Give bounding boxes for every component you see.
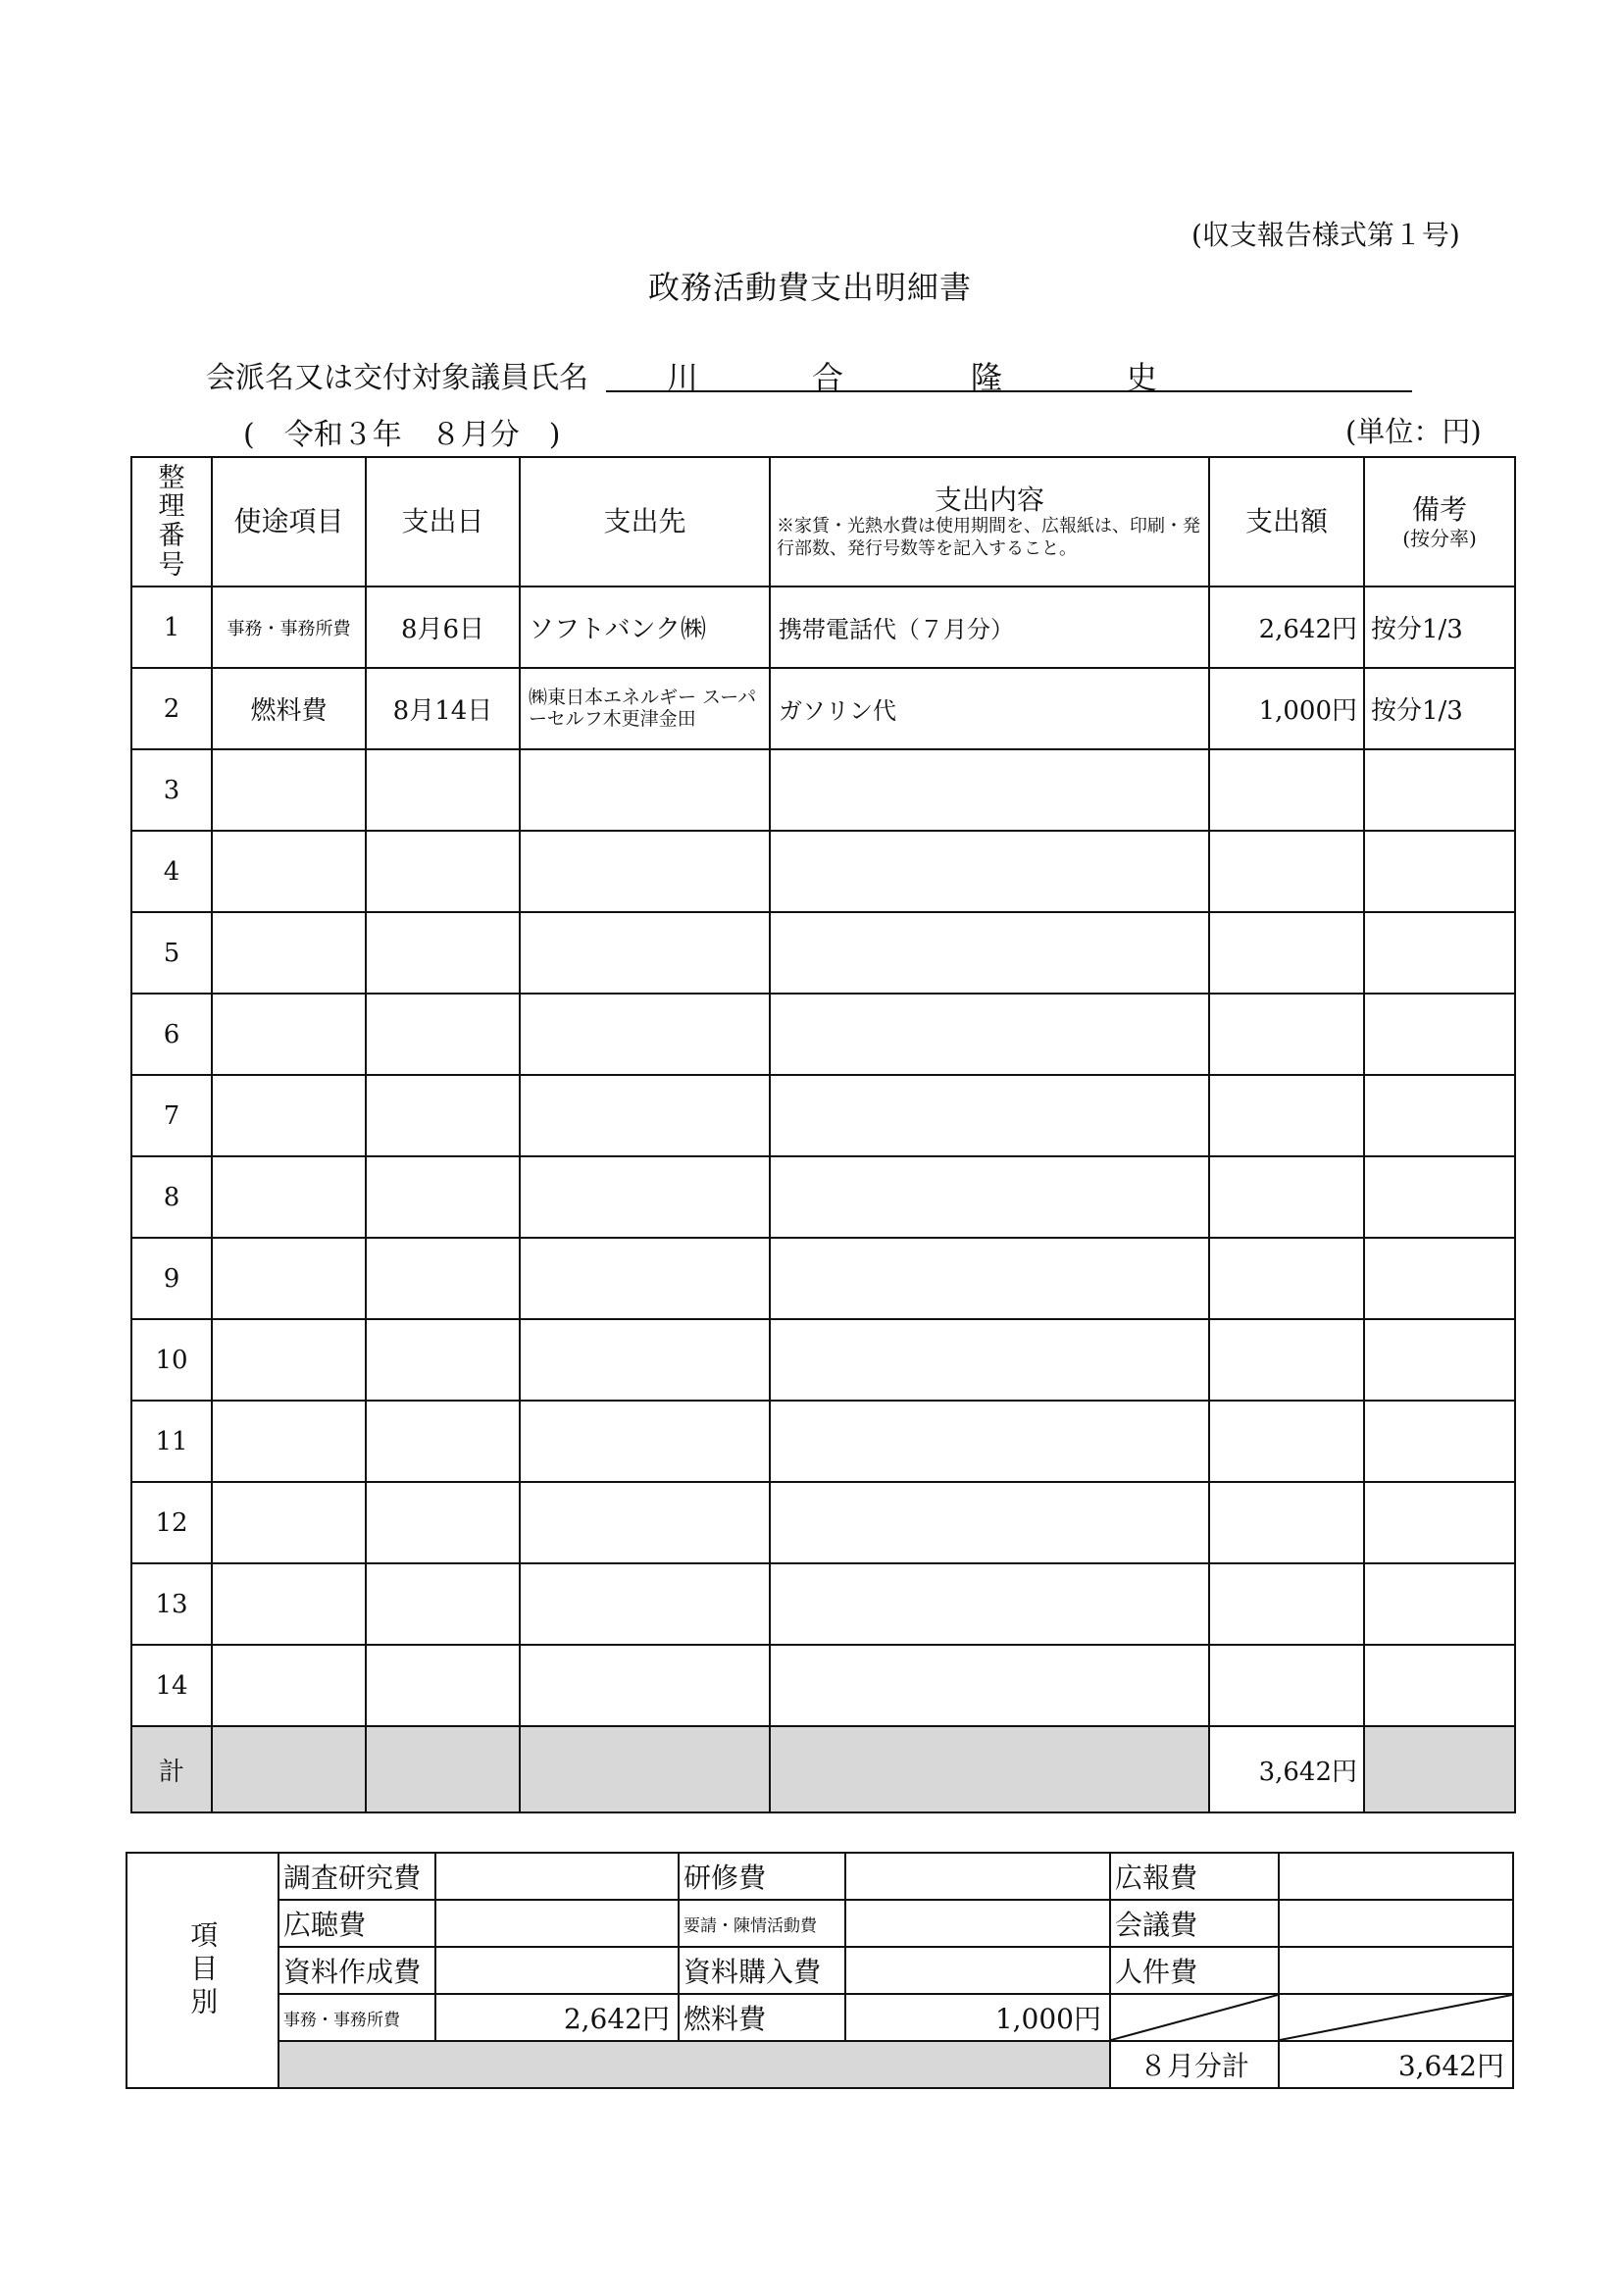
row-category: 事務・事務所費: [212, 587, 366, 668]
name-label: 会派名又は交付対象議員氏名: [206, 361, 588, 395]
header-remarks-sub: (按分率): [1402, 526, 1477, 550]
row-date: [366, 1238, 520, 1319]
diagonal-line: [1111, 1995, 1278, 2040]
petition-label: 要請・陳情活動費: [679, 1900, 845, 1947]
total-amount: 3,642円: [1209, 1726, 1364, 1812]
row-payee: [520, 1401, 770, 1482]
category-summary-table: [126, 1852, 1514, 2089]
row-payee: [520, 749, 770, 831]
office-label: 事務・事務所費: [278, 1994, 435, 2041]
row-amount: [1209, 1156, 1364, 1238]
row-remarks: [1364, 1156, 1515, 1238]
row-description: 携帯電話代（７月分）: [770, 587, 1209, 668]
void-cell: [1279, 1994, 1513, 2041]
table-header-row: [131, 457, 1515, 587]
fuel-label: 燃料費: [679, 1994, 845, 2041]
meeting-amount: [1279, 1900, 1513, 1947]
row-remarks: [1364, 1319, 1515, 1401]
table-row: [131, 587, 1515, 668]
table-row: [131, 831, 1515, 912]
name-char: 史: [1126, 359, 1158, 396]
row-remarks: [1364, 1645, 1515, 1726]
row-amount: [1209, 1401, 1364, 1482]
expense-table: [130, 456, 1516, 1813]
hearing-amount: [435, 1900, 679, 1947]
total-shaded-cell: [520, 1726, 770, 1812]
row-no: 9: [131, 1238, 212, 1319]
row-category: [212, 1075, 366, 1156]
row-payee: [520, 1075, 770, 1156]
row-date: 8月6日: [366, 587, 520, 668]
row-payee: [520, 1563, 770, 1645]
table-row: [131, 1482, 1515, 1563]
row-category: 燃料費: [212, 668, 366, 749]
diagonal-line: [1280, 1995, 1512, 2040]
unit-label: (単位：円): [1345, 415, 1482, 448]
row-amount: [1209, 749, 1364, 831]
personnel-amount: [1279, 1947, 1513, 1994]
row-date: [366, 831, 520, 912]
row-category: [212, 1156, 366, 1238]
total-shaded-cell: [1364, 1726, 1515, 1812]
meeting-label: 会議費: [1110, 1900, 1279, 1947]
month-total-amount: 3,642円: [1279, 2041, 1513, 2088]
row-date: [366, 1482, 520, 1563]
header-description-title: 支出内容: [934, 483, 1044, 516]
row-remarks: [1364, 1482, 1515, 1563]
row-category: [212, 1482, 366, 1563]
row-date: [366, 1075, 520, 1156]
header-remarks: [1364, 457, 1515, 587]
row-amount: [1209, 912, 1364, 994]
name-char: 川: [667, 359, 699, 396]
row-payee: [520, 1319, 770, 1401]
summary-row: [127, 1947, 1513, 1994]
row-no: 12: [131, 1482, 212, 1563]
row-date: [366, 1645, 520, 1726]
row-payee: ソフトバンク㈱: [520, 587, 770, 668]
fuel-amount: 1,000円: [845, 1994, 1110, 2041]
summary-row: [127, 2041, 1513, 2088]
row-amount: [1209, 1075, 1364, 1156]
row-amount: [1209, 1238, 1364, 1319]
row-remarks: [1364, 749, 1515, 831]
row-remarks: [1364, 912, 1515, 994]
row-payee: ㈱東日本エネルギー スーパーセルフ木更津金田: [520, 668, 770, 749]
publicity-amount: [1279, 1853, 1513, 1900]
row-category: [212, 994, 366, 1075]
summary-row: [127, 1853, 1513, 1900]
row-payee: [520, 1156, 770, 1238]
summary-shaded-cell: [278, 2041, 1110, 2088]
row-description: ガソリン代: [770, 668, 1209, 749]
header-remarks-title: 備考: [1411, 493, 1467, 527]
header-description-note: ※家賃・光熱水費は使用期間を、広報紙は、印刷・発行部数、発行号数等を記入すること。: [777, 516, 1200, 559]
row-category: [212, 1563, 366, 1645]
row-no: 11: [131, 1401, 212, 1482]
row-category: [212, 1319, 366, 1401]
name-field: [606, 353, 1412, 396]
row-payee: [520, 994, 770, 1075]
summary-label: 項目別: [127, 1853, 278, 2088]
summary-row: [127, 1900, 1513, 1947]
row-date: [366, 749, 520, 831]
hearing-label: 広聴費: [278, 1900, 435, 1947]
training-label: 研修費: [679, 1853, 845, 1900]
row-description: [770, 1482, 1209, 1563]
header-category: 使途項目: [212, 457, 366, 587]
row-no: 6: [131, 994, 212, 1075]
petition-amount: [845, 1900, 1110, 1947]
row-description: [770, 1645, 1209, 1726]
row-description: [770, 1238, 1209, 1319]
table-row: [131, 1156, 1515, 1238]
row-category: [212, 749, 366, 831]
materials-purchase-amount: [845, 1947, 1110, 1994]
row-remarks: [1364, 1238, 1515, 1319]
header-no: 整理番号: [131, 457, 212, 587]
row-payee: [520, 1645, 770, 1726]
header-payee: 支出先: [520, 457, 770, 587]
row-category: [212, 1401, 366, 1482]
header-amount: 支出額: [1209, 457, 1364, 587]
total-shaded-cell: [212, 1726, 366, 1812]
table-row: [131, 749, 1515, 831]
header-date: 支出日: [366, 457, 520, 587]
summary-row: [127, 1994, 1513, 2041]
row-no: 14: [131, 1645, 212, 1726]
table-row: [131, 1238, 1515, 1319]
materials-creation-label: 資料作成費: [278, 1947, 435, 1994]
table-row: [131, 1563, 1515, 1645]
row-payee: [520, 1238, 770, 1319]
row-category: [212, 1645, 366, 1726]
name-char: 合: [812, 359, 844, 396]
row-remarks: [1364, 994, 1515, 1075]
row-payee: [520, 831, 770, 912]
row-date: [366, 994, 520, 1075]
row-no: 3: [131, 749, 212, 831]
total-row: [131, 1726, 1515, 1812]
row-amount: [1209, 1645, 1364, 1726]
row-date: [366, 1563, 520, 1645]
row-date: [366, 1401, 520, 1482]
form-number: (収支報告様式第１号): [1191, 219, 1460, 251]
row-no: 2: [131, 668, 212, 749]
table-row: [131, 994, 1515, 1075]
total-shaded-cell: [366, 1726, 520, 1812]
row-no: 7: [131, 1075, 212, 1156]
row-category: [212, 912, 366, 994]
research-amount: [435, 1853, 679, 1900]
row-category: [212, 831, 366, 912]
row-remarks: 按分1/3: [1364, 587, 1515, 668]
row-description: [770, 912, 1209, 994]
table-row: [131, 912, 1515, 994]
row-category: [212, 1238, 366, 1319]
row-description: [770, 1075, 1209, 1156]
row-description: [770, 1401, 1209, 1482]
row-no: 8: [131, 1156, 212, 1238]
total-label: 計: [131, 1726, 212, 1812]
row-description: [770, 749, 1209, 831]
materials-creation-amount: [435, 1947, 679, 1994]
row-amount: [1209, 994, 1364, 1075]
row-date: [366, 1156, 520, 1238]
month-total-label: ８月分計: [1110, 2041, 1279, 2088]
row-amount: [1209, 831, 1364, 912]
office-amount: 2,642円: [435, 1994, 679, 2041]
row-no: 1: [131, 587, 212, 668]
row-remarks: 按分1/3: [1364, 668, 1515, 749]
name-char: 隆: [971, 359, 1003, 396]
row-no: 4: [131, 831, 212, 912]
training-amount: [845, 1853, 1110, 1900]
row-amount: [1209, 1482, 1364, 1563]
page-title: 政務活動費支出明細書: [647, 269, 972, 306]
void-cell: [1110, 1994, 1279, 2041]
row-payee: [520, 1482, 770, 1563]
row-description: [770, 994, 1209, 1075]
table-row: [131, 1645, 1515, 1726]
row-no: 13: [131, 1563, 212, 1645]
table-row: [131, 668, 1515, 749]
row-payee: [520, 912, 770, 994]
personnel-label: 人件費: [1110, 1947, 1279, 1994]
research-label: 調査研究費: [278, 1853, 435, 1900]
row-description: [770, 1563, 1209, 1645]
row-amount: 1,000円: [1209, 668, 1364, 749]
row-no: 5: [131, 912, 212, 994]
row-remarks: [1364, 831, 1515, 912]
row-description: [770, 1156, 1209, 1238]
row-remarks: [1364, 1563, 1515, 1645]
row-date: [366, 1319, 520, 1401]
table-row: [131, 1319, 1515, 1401]
header-description: [770, 457, 1209, 587]
row-amount: 2,642円: [1209, 587, 1364, 668]
table-row: [131, 1075, 1515, 1156]
row-date: 8月14日: [366, 668, 520, 749]
row-amount: [1209, 1563, 1364, 1645]
publicity-label: 広報費: [1110, 1853, 1279, 1900]
row-date: [366, 912, 520, 994]
materials-purchase-label: 資料購入費: [679, 1947, 845, 1994]
row-description: [770, 1319, 1209, 1401]
table-row: [131, 1401, 1515, 1482]
period: ( 令和３年 ８月分 ): [243, 418, 561, 452]
row-description: [770, 831, 1209, 912]
row-remarks: [1364, 1401, 1515, 1482]
row-remarks: [1364, 1075, 1515, 1156]
row-amount: [1209, 1319, 1364, 1401]
row-no: 10: [131, 1319, 212, 1401]
total-shaded-cell: [770, 1726, 1209, 1812]
